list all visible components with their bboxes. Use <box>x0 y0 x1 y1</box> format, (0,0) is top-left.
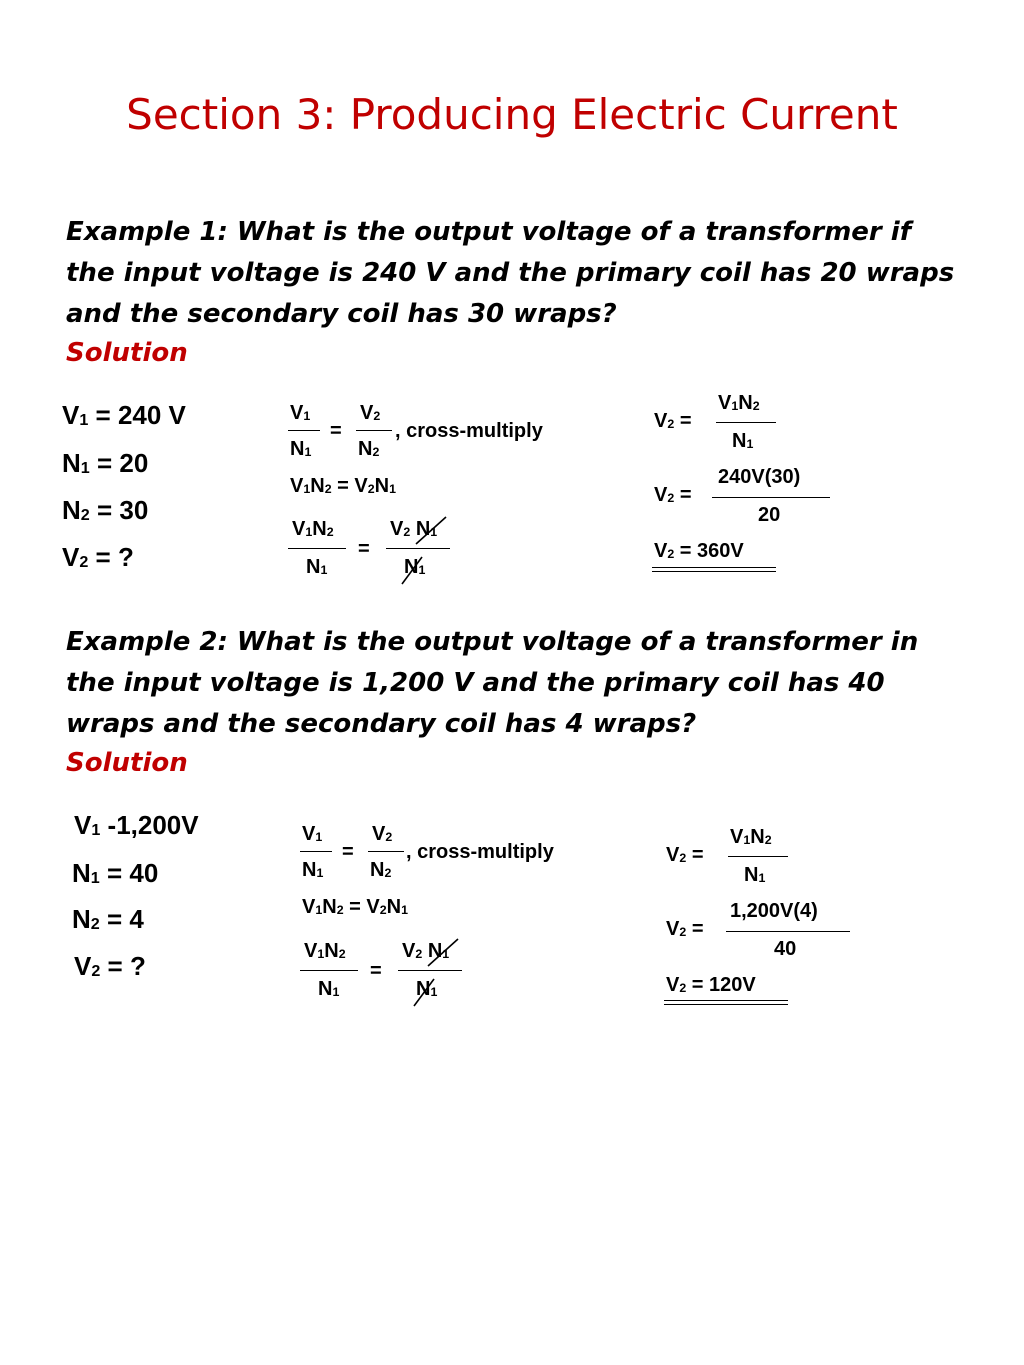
answer: $V_2 = 360V$ <box>654 540 744 562</box>
fraction-bar <box>300 970 358 971</box>
substitution-numerator: 1,200V(4) <box>730 900 818 922</box>
given-v1: $V_1$ -1,200V <box>74 810 199 840</box>
equals-sign: = <box>330 420 342 442</box>
divide-num-right: $V_2$ $N_1$ <box>402 940 450 962</box>
cancel-strike-mark <box>410 976 440 1008</box>
formula-numerator: $V_1N_2$ <box>718 392 760 414</box>
fraction-bar <box>712 497 830 498</box>
ratio-den-n1: $N_1$ <box>290 438 312 460</box>
given-v2: $V_2$ = ? <box>62 542 134 572</box>
cancel-strike-mark <box>398 554 428 586</box>
substitution-denominator: 40 <box>774 938 797 960</box>
ratio-num-v2: $V_2$ <box>360 402 381 424</box>
ratio-num-v1: $V_1$ <box>290 402 311 424</box>
fraction-bar <box>728 856 788 857</box>
formula-numerator: $V_1N_2$ <box>730 826 772 848</box>
fraction-bar <box>368 851 404 852</box>
ratio-den-n2: $N_2$ <box>358 438 380 460</box>
divide-num-left: $V_1N_2$ <box>304 940 346 962</box>
formula-denominator: $N_1$ <box>744 864 766 886</box>
substitution-denominator: 20 <box>758 504 781 526</box>
fraction-bar <box>386 548 450 549</box>
given-n2: $N_2 = 30$ <box>62 495 149 525</box>
fraction-bar <box>288 430 320 431</box>
fraction-bar <box>356 430 392 431</box>
divide-den-right: $N_1$ <box>404 556 426 578</box>
divide-den-left: $N_1$ <box>318 978 340 1000</box>
v2-label: $V_2$ = <box>654 410 692 432</box>
equals-sign: = <box>358 538 370 560</box>
given-v2: $V_2$ = ? <box>74 951 146 981</box>
divide-num-left: $V_1N_2$ <box>292 518 334 540</box>
example-1-solution-label: Solution <box>66 338 188 368</box>
ratio-num-v2: $V_2$ <box>372 823 393 845</box>
answer-underline <box>652 567 776 572</box>
divide-den-right: $N_1$ <box>416 978 438 1000</box>
cross-multiply-label: , cross-multiply <box>406 841 554 863</box>
cross-multiply-label: , cross-multiply <box>395 420 543 442</box>
formula-denominator: $N_1$ <box>732 430 754 452</box>
answer-underline <box>664 1000 788 1005</box>
example-2-solution-label: Solution <box>66 748 188 778</box>
page-title: Section 3: Producing Electric Current <box>126 90 898 139</box>
equals-sign: = <box>342 841 354 863</box>
ratio-num-v1: $V_1$ <box>302 823 323 845</box>
v2-label: $V_2$ = <box>666 844 704 866</box>
equals-sign: = <box>370 960 382 982</box>
cross-product-line: $V_1N_2 = V_2N_1$ <box>302 896 409 918</box>
fraction-bar <box>716 422 776 423</box>
given-n1: $N_1 = 20$ <box>62 448 149 478</box>
given-v1: $V_1 = 240$ V <box>62 400 186 430</box>
divide-den-left: $N_1$ <box>306 556 328 578</box>
example-1-question: Example 1: What is the output voltage of a transformer if the input voltage is 240 V and the primary coil has 20 wraps and the secondary coil has 30 wraps? <box>66 217 955 329</box>
v2-label: $V_2$ = <box>666 918 704 940</box>
fraction-bar <box>398 970 462 971</box>
cancel-strike-mark <box>422 936 462 968</box>
example-2-question: Example 2: What is the output voltage of a transformer in the input voltage is 1,200 V and the primary coil has 40 wraps and the secondary coil has 4 wraps? <box>66 627 919 739</box>
ratio-den-n1: $N_1$ <box>302 859 324 881</box>
fraction-bar <box>288 548 346 549</box>
v2-label: $V_2$ = <box>654 484 692 506</box>
given-n1: $N_1 = 40$ <box>72 858 159 888</box>
divide-num-right: $V_2$ $N_1$ <box>390 518 438 540</box>
fraction-bar <box>726 931 850 932</box>
given-n2: $N_2 = 4$ <box>72 904 144 934</box>
cross-product-line: $V_1N_2 = V_2N_1$ <box>290 475 397 497</box>
fraction-bar <box>300 851 332 852</box>
substitution-numerator: 240V(30) <box>718 466 801 488</box>
cancel-strike-mark <box>410 514 450 546</box>
ratio-den-n2: $N_2$ <box>370 859 392 881</box>
answer: $V_2 = 120V$ <box>666 974 756 996</box>
